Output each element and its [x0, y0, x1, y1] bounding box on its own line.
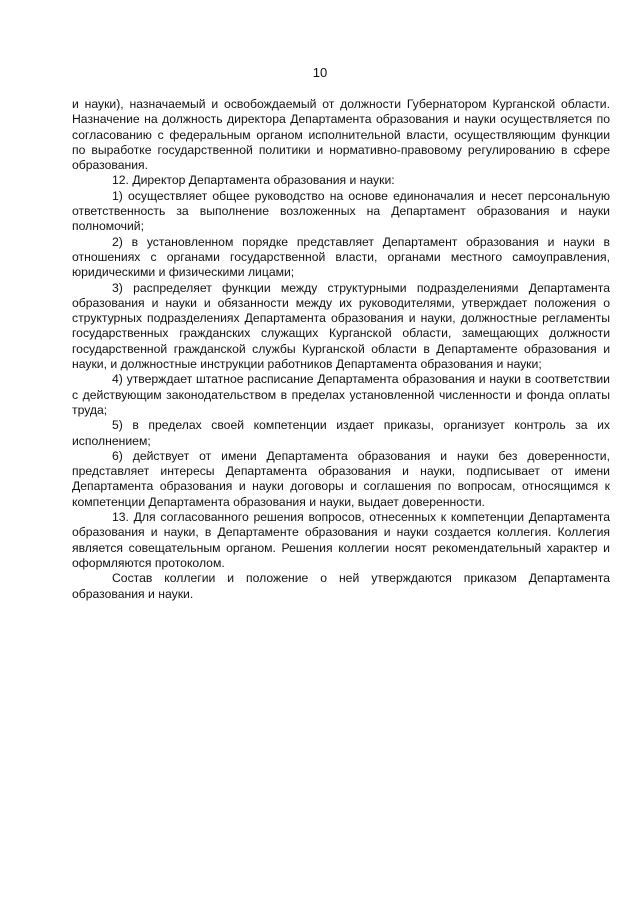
paragraph-subitem-3: 3) распределяет функции между структурными подразделениями Департамента образования и науки и обязанности между их руководителями, утверждает положения о структурных подразделениях Департамента образования и науки, должностные регламенты государственных гражданских служащих Курганской области, замещающих должности государственной гражданской службы Курганской области в Департаменте образования и науки, и должностные инструкции работников Департамента образования и науки;: [72, 280, 610, 372]
paragraph-subitem-1: 1) осуществляет общее руководство на основе единоначалия и несет персональную ответственность за выполнение возложенных на Департамент образования и науки полномочий;: [72, 188, 610, 234]
paragraph-subitem-2: 2) в установленном порядке представляет Департамент образования и науки в отношениях с органами государственной власти, органами местного самоуправления, юридическими и физическими лицами;: [72, 234, 610, 280]
paragraph-subitem-6: 6) действует от имени Департамента образования и науки без доверенности, представляет интересы Департамента образования и науки, подписывает от имени Департамента образования и науки договоры и соглашения по вопросам, относящимся к компетенции Департамента образования и науки, выдает доверенности.: [72, 448, 610, 509]
paragraph-subitem-5: 5) в пределах своей компетенции издает приказы, организует контроль за их исполнением;: [72, 418, 610, 448]
paragraph-continuation: и науки), назначаемый и освобождаемый от должности Губернатором Курганской области. Назначение на должность директора Департамента образования и науки осуществляется по согласованию с федеральным органом исполнительной власти, осуществляющим функции по выработке государственной политики и нормативно-правовому регулированию в сфере образования.: [72, 97, 610, 173]
paragraph-item-13: 13. Для согласованного решения вопросов, отнесенных к компетенции Департамента образования и науки, в Департаменте образования и науки создается коллегия. Коллегия является совещательным органом. Решения коллегии носят рекомендательный характер и оформляются протоколом.: [72, 510, 610, 570]
page-number: 10: [312, 65, 328, 80]
paragraph-subitem-4: 4) утверждает штатное расписание Департамента образования и науки в соответствии с действующим законодательством в пределах установленной численности и фонда оплаты труда;: [72, 372, 610, 417]
paragraph-collegium-composition: Состав коллегии и положение о ней утверждаются приказом Департамента образования и науки.: [72, 571, 610, 601]
document-body: [72, 97, 610, 602]
paragraph-item-12: 12. Директор Департамента образования и науки:: [112, 173, 395, 188]
